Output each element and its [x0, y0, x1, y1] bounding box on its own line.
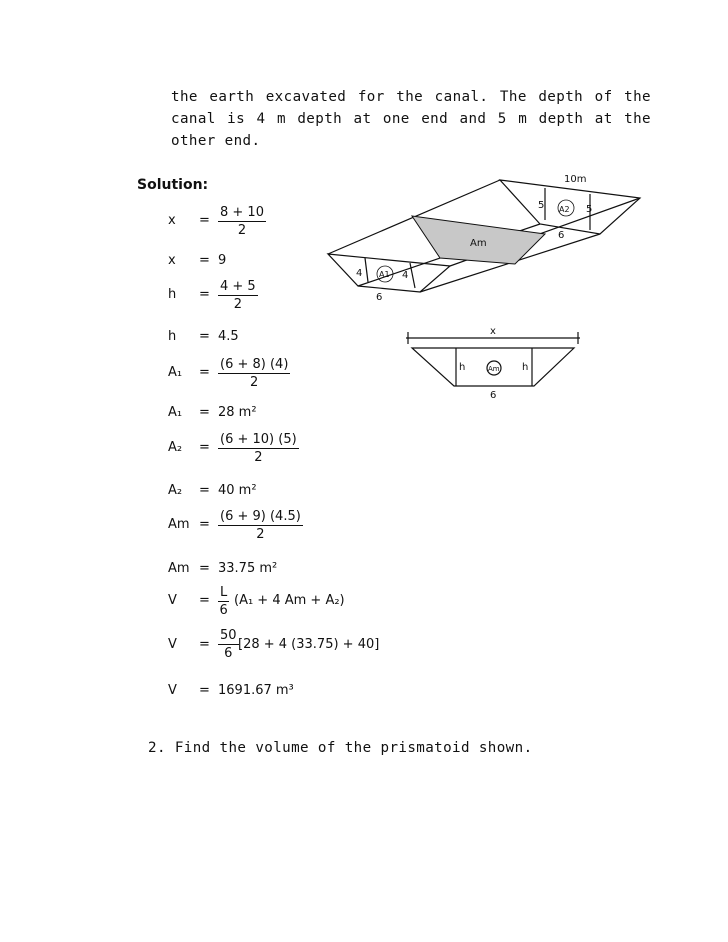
section-top-label: x	[490, 326, 496, 337]
numerator: (6 + 9) (4.5)	[220, 509, 301, 524]
end1-depth-right: 4	[402, 270, 409, 281]
mid-area-label: Am	[470, 238, 487, 249]
step-rhs: 28 m²	[218, 405, 257, 420]
step-lhs: A₁	[168, 405, 183, 420]
end1-base: 6	[376, 292, 383, 303]
fraction	[218, 205, 266, 238]
fraction	[218, 585, 229, 618]
question-number: 2.	[148, 740, 166, 756]
step-lhs: A₁	[168, 365, 183, 380]
section-base-label: 6	[490, 390, 497, 401]
equals-sign: =	[199, 365, 210, 380]
step-rhs: (A₁ + 4 Am + A₂)	[234, 593, 345, 608]
end1-area-label: A1	[379, 270, 390, 279]
step-rhs: 40 m²	[218, 483, 257, 498]
fraction	[218, 432, 299, 465]
denominator: 6	[219, 603, 228, 618]
equals-sign: =	[199, 517, 210, 532]
equals-sign: =	[199, 329, 210, 344]
section-h-right: h	[522, 362, 529, 373]
step-lhs: x	[168, 253, 176, 268]
intro-line-1: the earth excavated for the canal. The depth of the	[171, 89, 651, 105]
question-text: Find the volume of the prismatoid shown.	[174, 740, 533, 756]
canal-3d-figure	[320, 168, 650, 308]
equals-sign: =	[199, 213, 210, 228]
end2-trapezoid	[500, 180, 640, 234]
numerator: (6 + 10) (5)	[220, 432, 297, 447]
denominator: 2	[237, 223, 247, 238]
step-rhs: 4.5	[218, 329, 239, 344]
end2-depth-left: 5	[538, 200, 545, 211]
step-lhs: V	[168, 637, 177, 652]
step-rhs: [28 + 4 (33.75) + 40]	[238, 637, 380, 652]
problem-statement	[171, 86, 651, 152]
solution-heading: Solution:	[137, 177, 209, 193]
step-lhs: A₂	[168, 440, 183, 455]
numerator: 50	[220, 628, 237, 643]
step-rhs: 1691.67 m³	[218, 683, 294, 698]
question-2	[148, 740, 533, 756]
denominator: 2	[250, 375, 259, 390]
equals-sign: =	[199, 683, 210, 698]
equals-sign: =	[199, 593, 210, 608]
intro-line-3: other end.	[171, 133, 261, 149]
denominator: 2	[256, 527, 265, 542]
step-lhs: Am	[168, 561, 190, 576]
equals-sign: =	[199, 253, 210, 268]
step-lhs: x	[168, 213, 176, 228]
numerator: (6 + 8) (4)	[220, 357, 289, 372]
fraction	[218, 628, 239, 661]
top-length-label: 10m	[564, 174, 587, 185]
end2-area-label: A2	[559, 205, 570, 214]
numerator: 8 + 10	[220, 205, 264, 220]
step-lhs: h	[168, 329, 177, 344]
equals-sign: =	[199, 483, 210, 498]
fraction	[218, 509, 303, 542]
end1-depth-left: 4	[356, 268, 363, 279]
cross-section-figure	[398, 322, 588, 402]
end2-base: 6	[558, 230, 565, 241]
section-area-label: Am	[488, 365, 500, 373]
equals-sign: =	[199, 405, 210, 420]
fraction	[218, 357, 290, 390]
denominator: 2	[254, 450, 263, 465]
end2-depth-right: 5	[586, 204, 593, 215]
denominator: 6	[224, 646, 233, 661]
denominator: 2	[233, 297, 242, 312]
equals-sign: =	[199, 440, 210, 455]
numerator: 4 + 5	[220, 279, 256, 294]
equals-sign: =	[199, 637, 210, 652]
step-rhs: 33.75 m²	[218, 561, 278, 576]
numerator: L	[220, 585, 228, 600]
step-lhs: Am	[168, 517, 190, 532]
step-rhs: 9	[218, 253, 227, 268]
fraction	[218, 279, 258, 312]
step-lhs: A₂	[168, 483, 183, 498]
equals-sign: =	[199, 287, 210, 302]
step-lhs: V	[168, 593, 177, 608]
step-lhs: V	[168, 683, 177, 698]
section-h-left: h	[459, 362, 466, 373]
equals-sign: =	[199, 561, 210, 576]
step-lhs: h	[168, 287, 177, 302]
intro-line-2: canal is 4 m depth at one end and 5 m depth at the	[171, 111, 651, 127]
